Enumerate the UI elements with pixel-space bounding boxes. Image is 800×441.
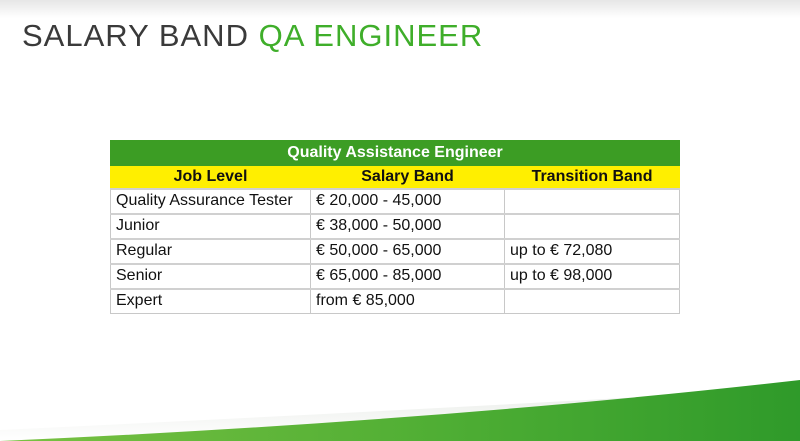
table-row (111, 214, 680, 239)
salary-band-cell: € 20,000 - 45,000 (311, 189, 505, 214)
job-level-cell: Quality Assurance Tester (111, 189, 311, 214)
job-level-cell: Senior (111, 264, 311, 289)
salary-band-cell: € 65,000 - 85,000 (311, 264, 505, 289)
table-row (111, 239, 680, 264)
salary-band-cell: from € 85,000 (311, 289, 505, 314)
table-caption-row (111, 141, 680, 166)
transition-band-cell (505, 189, 680, 214)
transition-band-cell (505, 214, 680, 239)
salary-band-cell: € 50,000 - 65,000 (311, 239, 505, 264)
job-level-cell: Junior (111, 214, 311, 239)
column-header-transition-band: Transition Band (505, 166, 680, 189)
transition-band-cell: up to € 72,080 (505, 239, 680, 264)
title-accent: QA ENGINEER (258, 18, 484, 53)
column-header-salary-band: Salary Band (311, 166, 505, 189)
table-row (111, 189, 680, 214)
decorative-green-swoosh (0, 370, 800, 441)
salary-band-table (110, 140, 680, 314)
salary-band-cell: € 38,000 - 50,000 (311, 214, 505, 239)
table-header-row (111, 166, 680, 189)
job-level-cell: Expert (111, 289, 311, 314)
job-level-cell: Regular (111, 239, 311, 264)
table-row (111, 289, 680, 314)
transition-band-cell: up to € 98,000 (505, 264, 680, 289)
slide-title (22, 16, 483, 56)
column-header-job-level: Job Level (111, 166, 311, 189)
title-main: SALARY BAND (22, 18, 249, 53)
table-row (111, 264, 680, 289)
table-caption: Quality Assistance Engineer (111, 141, 680, 166)
transition-band-cell (505, 289, 680, 314)
